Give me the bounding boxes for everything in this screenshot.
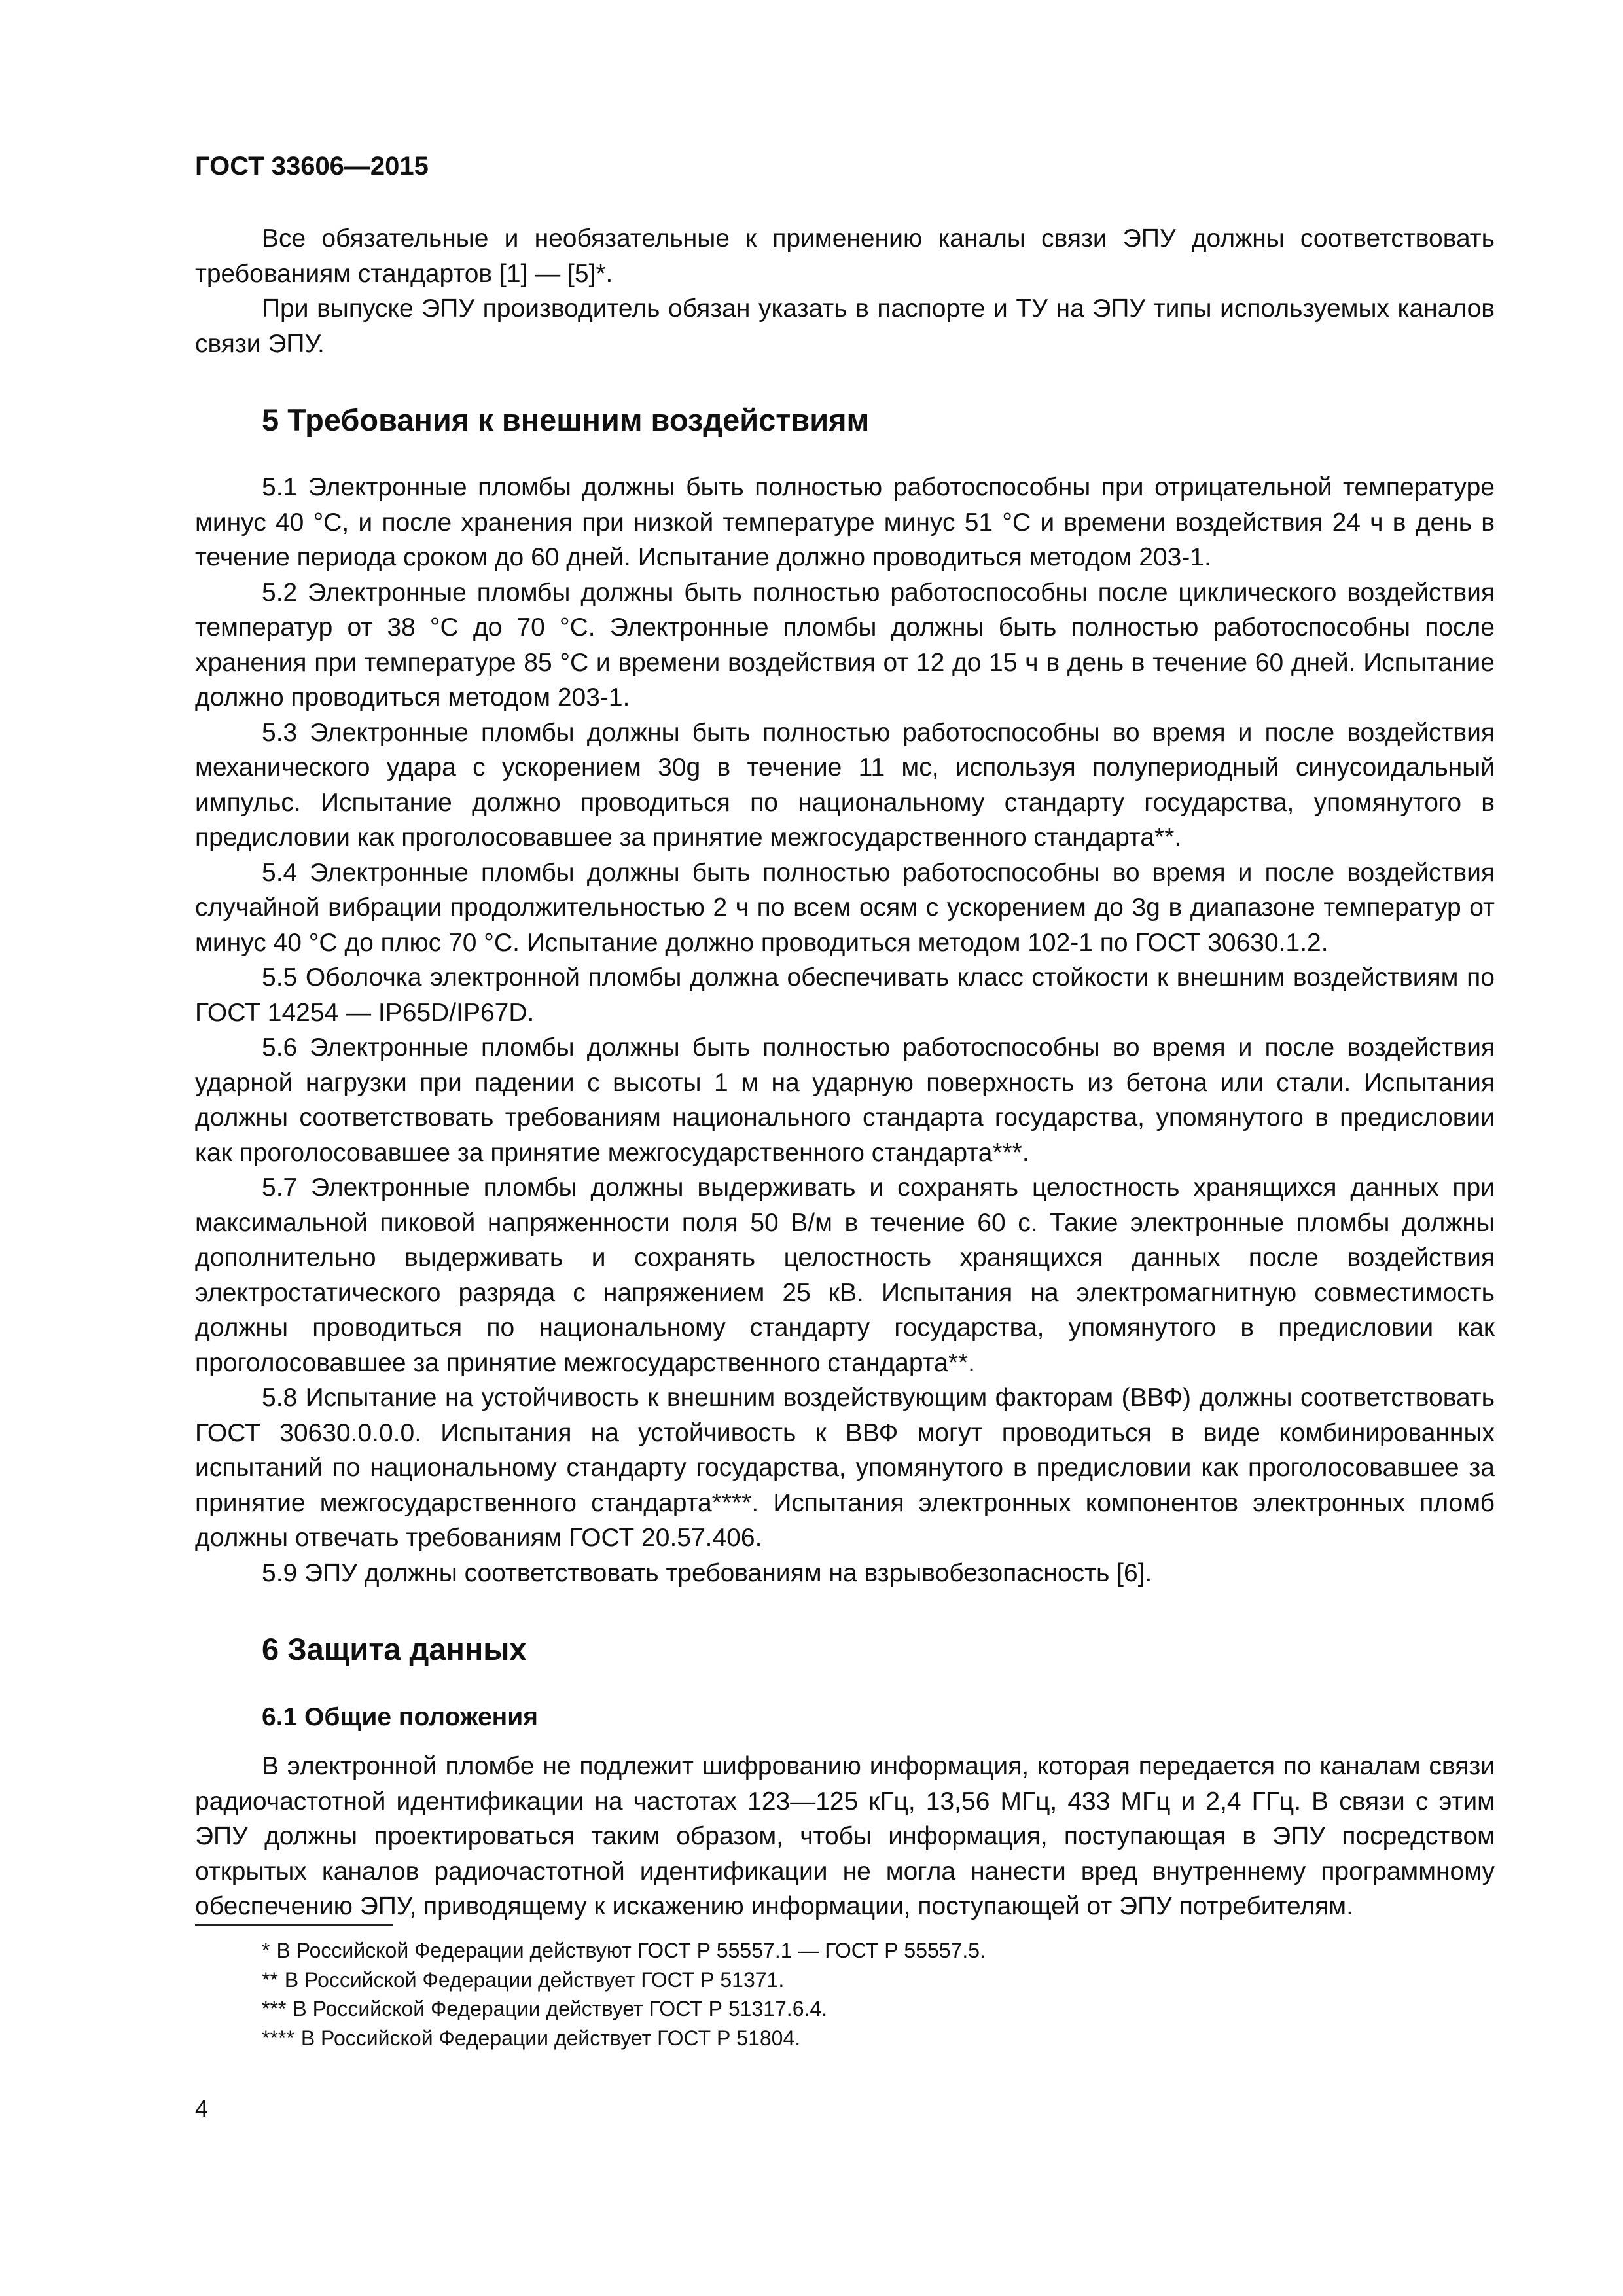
footnote-text: В Российской Федерации действуют ГОСТ Р 55557.1 — ГОСТ Р 55557.5. xyxy=(276,1939,986,1962)
intro-paragraph: При выпуске ЭПУ производитель обязан указать в паспорте и ТУ на ЭПУ типы используемых каналов связи ЭПУ. xyxy=(195,295,1495,358)
footnote-text: В Российской Федерации действует ГОСТ Р 51804. xyxy=(300,2026,801,2050)
clause-5-8: 5.8 Испытание на устойчивость к внешним воздействующим факторам (ВВФ) должны соответствовать ГОСТ 30630.0.0.0. Испытания на устойчивость к ВВФ могут проводиться в виде комбинированных испытаний по национальному стандарту государства, упомянутого в предисловии как проголосовавшее за принятие межгосударственного стандарта****. Испытания электронных компонентов электронных пломб должны отвечать требованиям ГОСТ 20.57.406. xyxy=(195,1384,1495,1552)
footnote-text: В Российской Федерации действует ГОСТ Р 51371. xyxy=(284,1967,785,1992)
page-content xyxy=(195,221,1495,1924)
intro-paragraph: Все обязательные и необязательные к применению каналы связи ЭПУ должны соответствовать требованиям стандартов [1] — [5]*. xyxy=(195,224,1495,288)
footnote-item xyxy=(262,1965,1374,1995)
clause-5-4: 5.4 Электронные пломбы должны быть полностью работоспособны во время и после воздействия случайной вибрации продолжительностью 2 ч по всем осям с ускорением до 3g в диапазоне температур от минус 40 °С до плюс 70 °С. Испытание должно проводиться методом 102-1 по ГОСТ 30630.1.2. xyxy=(195,858,1495,957)
section-5-heading: 5 Требования к внешним воздействиям xyxy=(262,403,870,437)
footnote-item xyxy=(262,1994,1374,2024)
subsection-6-1-heading: 6.1 Общие положения xyxy=(262,1703,538,1731)
clause-5-9: 5.9 ЭПУ должны соответствовать требованиям на взрывобезопасность [6]. xyxy=(262,1558,1152,1587)
footnote-item xyxy=(262,1936,1374,1965)
clause-5-1: 5.1 Электронные пломбы должны быть полностью работоспособны при отрицательной температуре минус 40 °С, и после хранения при низкой температуре минус 51 °С и времени воздействия 24 ч в день в течение периода сроком до 60 дней. Испытание должно проводиться методом 203-1. xyxy=(195,473,1495,571)
clause-5-7: 5.7 Электронные пломбы должны выдерживать и сохранять целостность хранящихся данных при максимальной пиковой напряженности поля 50 В/м в течение 60 с. Такие электронные пломбы должны дополнительно выдерживать и сохранять целостность хранящихся данных после воздействия электростатического разряда с напряжением 25 кВ. Испытания на электромагнитную совместимость должны проводиться по национальному стандарту государства, упомянутого в предисловии как проголосовавшее за принятие межгосударственного стандарта**. xyxy=(195,1174,1495,1377)
footnote-mark: * xyxy=(262,1939,270,1962)
footnote-text: В Российской Федерации действует ГОСТ Р 51317.6.4. xyxy=(293,1997,828,2020)
section-6-heading: 6 Защита данных xyxy=(262,1632,527,1666)
clause-5-2: 5.2 Электронные пломбы должны быть полностью работоспособны после циклического воздействия температур от 38 °С до 70 °С. Электронные пломбы должны быть полностью работоспособны после хранения при температуре 85 °С и времени воздействия от 12 до 15 ч в день в течение 60 дней. Испытание должно проводиться методом 203-1. xyxy=(195,578,1495,711)
footnote-item xyxy=(262,2024,1374,2053)
footnote-mark: ** xyxy=(262,1967,278,1992)
document-header-id: ГОСТ 33606—2015 xyxy=(195,152,429,181)
footnote-mark: *** xyxy=(262,1997,287,2020)
page-number: 4 xyxy=(195,2095,209,2122)
footnotes xyxy=(262,1936,1374,2053)
footnote-separator xyxy=(195,1924,393,1926)
clause-6-1-paragraph: В электронной пломбе не подлежит шифрованию информация, которая передается по каналам связи радиочастотной идентификации на частотах 123—125 кГц, 13,56 МГц, 433 МГц и 2,4 ГГц. В связи с этим ЭПУ должны проектироваться таким образом, чтобы информация, поступающая в ЭПУ посредством открытых каналов радиочастотной идентификации не могла нанести вред внутреннему программному обеспечению ЭПУ, приводящему к искажению информации, поступающей от ЭПУ потребителям. xyxy=(195,1752,1495,1920)
clause-5-6: 5.6 Электронные пломбы должны быть полностью работоспособны во время и после воздействия ударной нагрузки при падении с высоты 1 м на ударную поверхность из бетона или стали. Испытания должны соответствовать требованиям национального стандарта государства, упомянутого в предисловии как проголосовавшее за принятие межгосударственного стандарта***. xyxy=(195,1033,1495,1167)
clause-5-5: 5.5 Оболочка электронной пломбы должна обеспечивать класс стойкости к внешним воздействиям по ГОСТ 14254 — IP65D/IP67D. xyxy=(195,963,1495,1027)
footnote-mark: **** xyxy=(262,2026,294,2050)
clause-5-3: 5.3 Электронные пломбы должны быть полностью работоспособны во время и после воздействия механического удара с ускорением 30g в течение 11 мс, используя полупериодный синусоидальный импульс. Испытание должно проводиться по национальному стандарту государства, упомянутого в предисловии как проголосовавшее за принятие межгосударственного стандарта**. xyxy=(195,718,1495,852)
